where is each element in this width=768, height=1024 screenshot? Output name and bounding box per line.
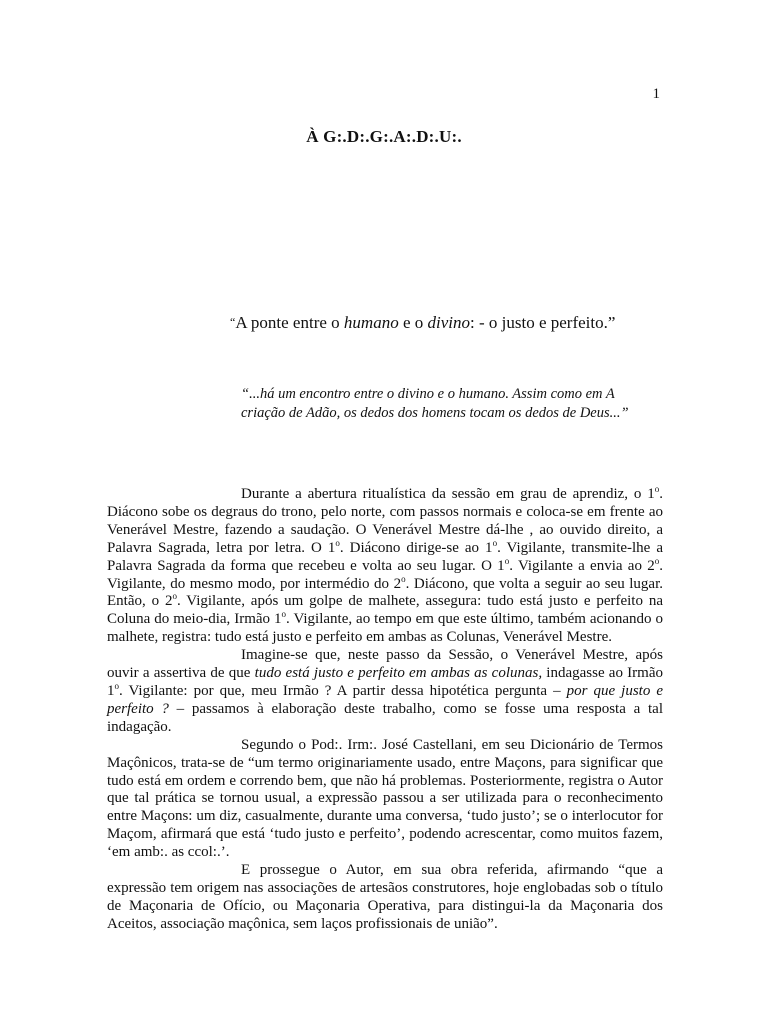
paragraph-2 [107,647,663,737]
p1-text: Durante a abertura ritualística da sessão em grau de aprendiz, o 1 [241,486,655,502]
ordinal-marker: o [114,680,119,691]
p2-text: indagasse ao Irmão 1 [107,665,663,699]
p1-text: . Vigilante, ao tempo em que este último, também acionando o malhete, registra: tudo está justo e perfeito em ambas as Colunas, Venerável Mestre. [107,611,663,646]
ordinal-marker: o [172,591,177,602]
p2-text: . Vigilante: por que, meu Irmão ? A partir dessa hipotética pergunta – [119,682,567,699]
body-text [107,486,663,934]
paragraph-4: E prossegue o Autor, em sua obra referida, afirmando “que a expressão tem origem nas associações de artesãos construtores, hoje englobadas sob o título de Maçonaria de Ofício, ou Maçonaria Operativa, para distingui-la da Maçonaria dos Aceitos, associação maçônica, sem laços profissionais de união”. [107,862,663,932]
subtitle-humano: humano [343,313,399,332]
subtitle-close-quote: ” [607,313,616,332]
ordinal-marker: o [654,555,660,566]
p1-text: . Vigilante a envia ao 2 [509,557,655,574]
ordinal-marker: o [654,484,660,494]
ordinal-marker: o [401,573,406,584]
ordinal-marker: o [281,609,287,620]
p2-text: – passamos à elaboração deste trabalho, como se fosse uma resposta a tal indagação. [107,700,663,735]
p1-text: . Diácono sobe os degraus do trono, pelo norte, com passos normais e coloca-se em frente ao Venerável Mestre, fazendo a saudação. O Venerável Mestre dá-lhe , ao ouvido direito, a Palavra Sagrada, letra por letra. O 1 [107,486,663,556]
p1-text: . Vigilante, transmite-lhe a Palavra Sagrada da forma que recebeu e volta ao seu lugar. O 1 [107,539,663,574]
page-number: 1 [652,86,660,102]
paragraph-3: Segundo o Pod:. Irm:. José Castellani, em seu Dicionário de Termos Maçônicos, trata-se de “um termo originariamente usado, entre Maçons, para significar que tudo está em ordem e correndo bem, que não há problemas. Posteriormente, registra o Autor que tal prática se tornou usual, a expressão passou a ser utilizada para o reconhecimento entre Maçons: um diz, casualmente, durante uma conversa, ‘tudo justo’; se o interlocutor for Maçom, afirmará que está ‘tudo justo e perfeito’, podendo acrescentar, como muitos fazem, ‘em amb:. as ccol:.’. [107,736,663,861]
p1-text: . Vigilante, após um golpe de malhete, assegura: tudo está justo e perfeito na Coluna do meio-dia, Irmão 1 [107,593,663,628]
epigraph-line-1: “...há um encontro entre o divino e o humano. Assim como em A [241,386,615,402]
subtitle-divino: divino [427,313,470,332]
subtitle [230,313,615,333]
page-title: À G:.D:.G:.A:.D:.U:. [306,127,462,146]
subtitle-text-1: A ponte entre o [235,313,344,332]
p2-italic: tudo está justo e perfeito em ambas as colunas, [254,665,543,682]
ordinal-marker: o [504,555,510,566]
ordinal-marker: o [492,537,498,548]
subtitle-text-2: e o [398,313,428,332]
p2-text: Imagine-se que, neste passo da Sessão, o Venerável Mestre, após ouvir a assertiva de que [107,647,663,682]
subtitle-open-quote: “ [230,315,236,329]
subtitle-text-3: : - o justo e perfeito. [470,313,608,332]
ordinal-marker: o [335,537,340,548]
paragraph-1 [107,486,663,647]
p1-text: . Vigilante, do mesmo modo, por intermédio do 2 [107,557,663,592]
p2-italic: por que justo e perfeito ? [107,682,664,717]
epigraph-line-2: criação de Adão, os dedos dos homens tocam os dedos de Deus...” [241,405,629,421]
p1-text: . Diácono dirige-se ao 1 [339,539,493,556]
p1-text: . Diácono, que volta a seguir ao seu lugar. Então, o 2 [107,575,663,610]
epigraph-quote [241,385,661,423]
